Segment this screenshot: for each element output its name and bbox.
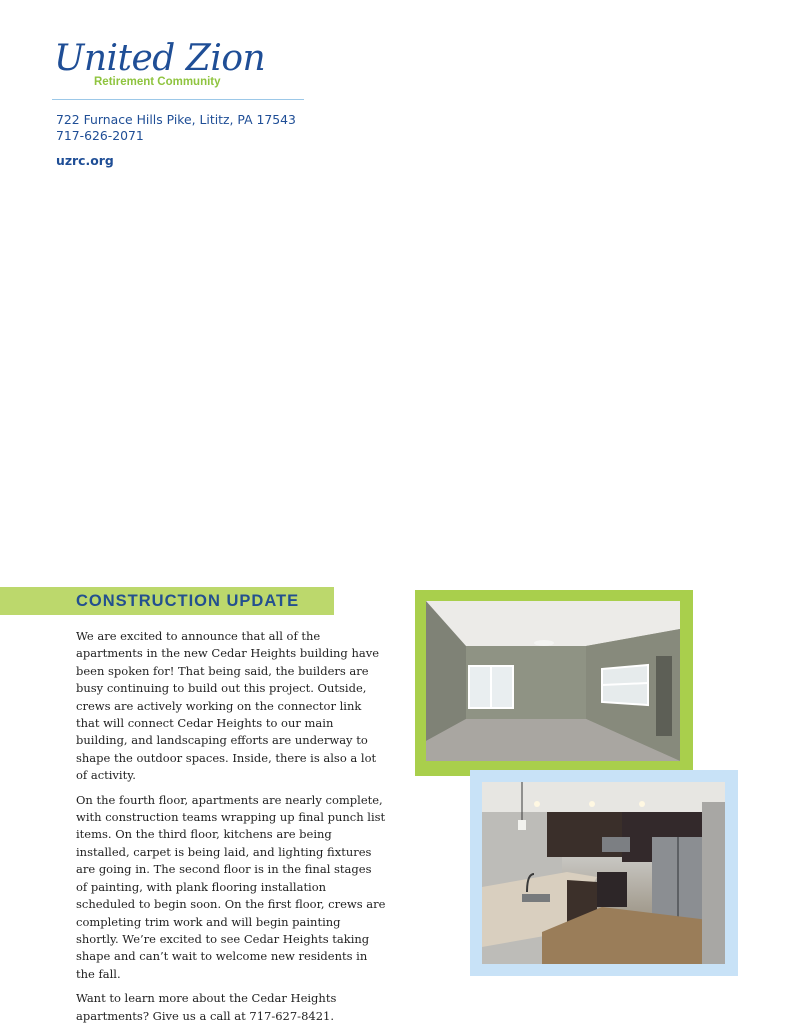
kitchen-illustration bbox=[482, 782, 725, 964]
article-body bbox=[76, 628, 386, 1032]
logo-subtitle: Retirement Community bbox=[94, 76, 221, 88]
photo-frame-kitchen bbox=[470, 770, 738, 976]
room-illustration bbox=[426, 601, 680, 761]
section-title: CONSTRUCTION UPDATE bbox=[76, 592, 300, 610]
logo bbox=[54, 38, 304, 100]
contact-block bbox=[56, 112, 296, 169]
logo-wordmark: United Zion bbox=[54, 38, 266, 79]
website-link[interactable]: uzrc.org bbox=[56, 153, 114, 168]
kitchen-photo bbox=[482, 782, 725, 964]
article-paragraph: On the fourth floor, apartments are nearly complete, with construction teams wrapping up final punch list items. On the third floor, kitchens are being installed, carpet is being laid, and lighting fixtures are going in. The second floor is in the final stages of painting, with plank flooring installation scheduled to begin soon. On the first floor, crews are completing trim work and will begin painting shortly. We’re excited to see Cedar Heights taking shape and can’t wait to welcome new residents in the fall. bbox=[76, 792, 386, 981]
room-photo bbox=[426, 601, 680, 761]
photo-frame-room bbox=[415, 590, 693, 776]
article-paragraph: We are excited to announce that all of the apartments in the new Cedar Heights building have been spoken for! That being said, the builders are busy continuing to build out this project. Outside, crews are actively working on the connector link that will connect Cedar Heights to our main building, and landscaping efforts are underway to shape the outdoor spaces. Inside, there is also a lot of activity. bbox=[76, 629, 380, 783]
address-text: 722 Furnace Hills Pike, Lititz, PA 17543 bbox=[56, 112, 296, 127]
header-divider bbox=[52, 99, 304, 100]
article-paragraph: Want to learn more about the Cedar Heights apartments? Give us a call at 717-627-8421. bbox=[76, 991, 337, 1023]
phone-text: 717-626-2071 bbox=[56, 128, 144, 143]
